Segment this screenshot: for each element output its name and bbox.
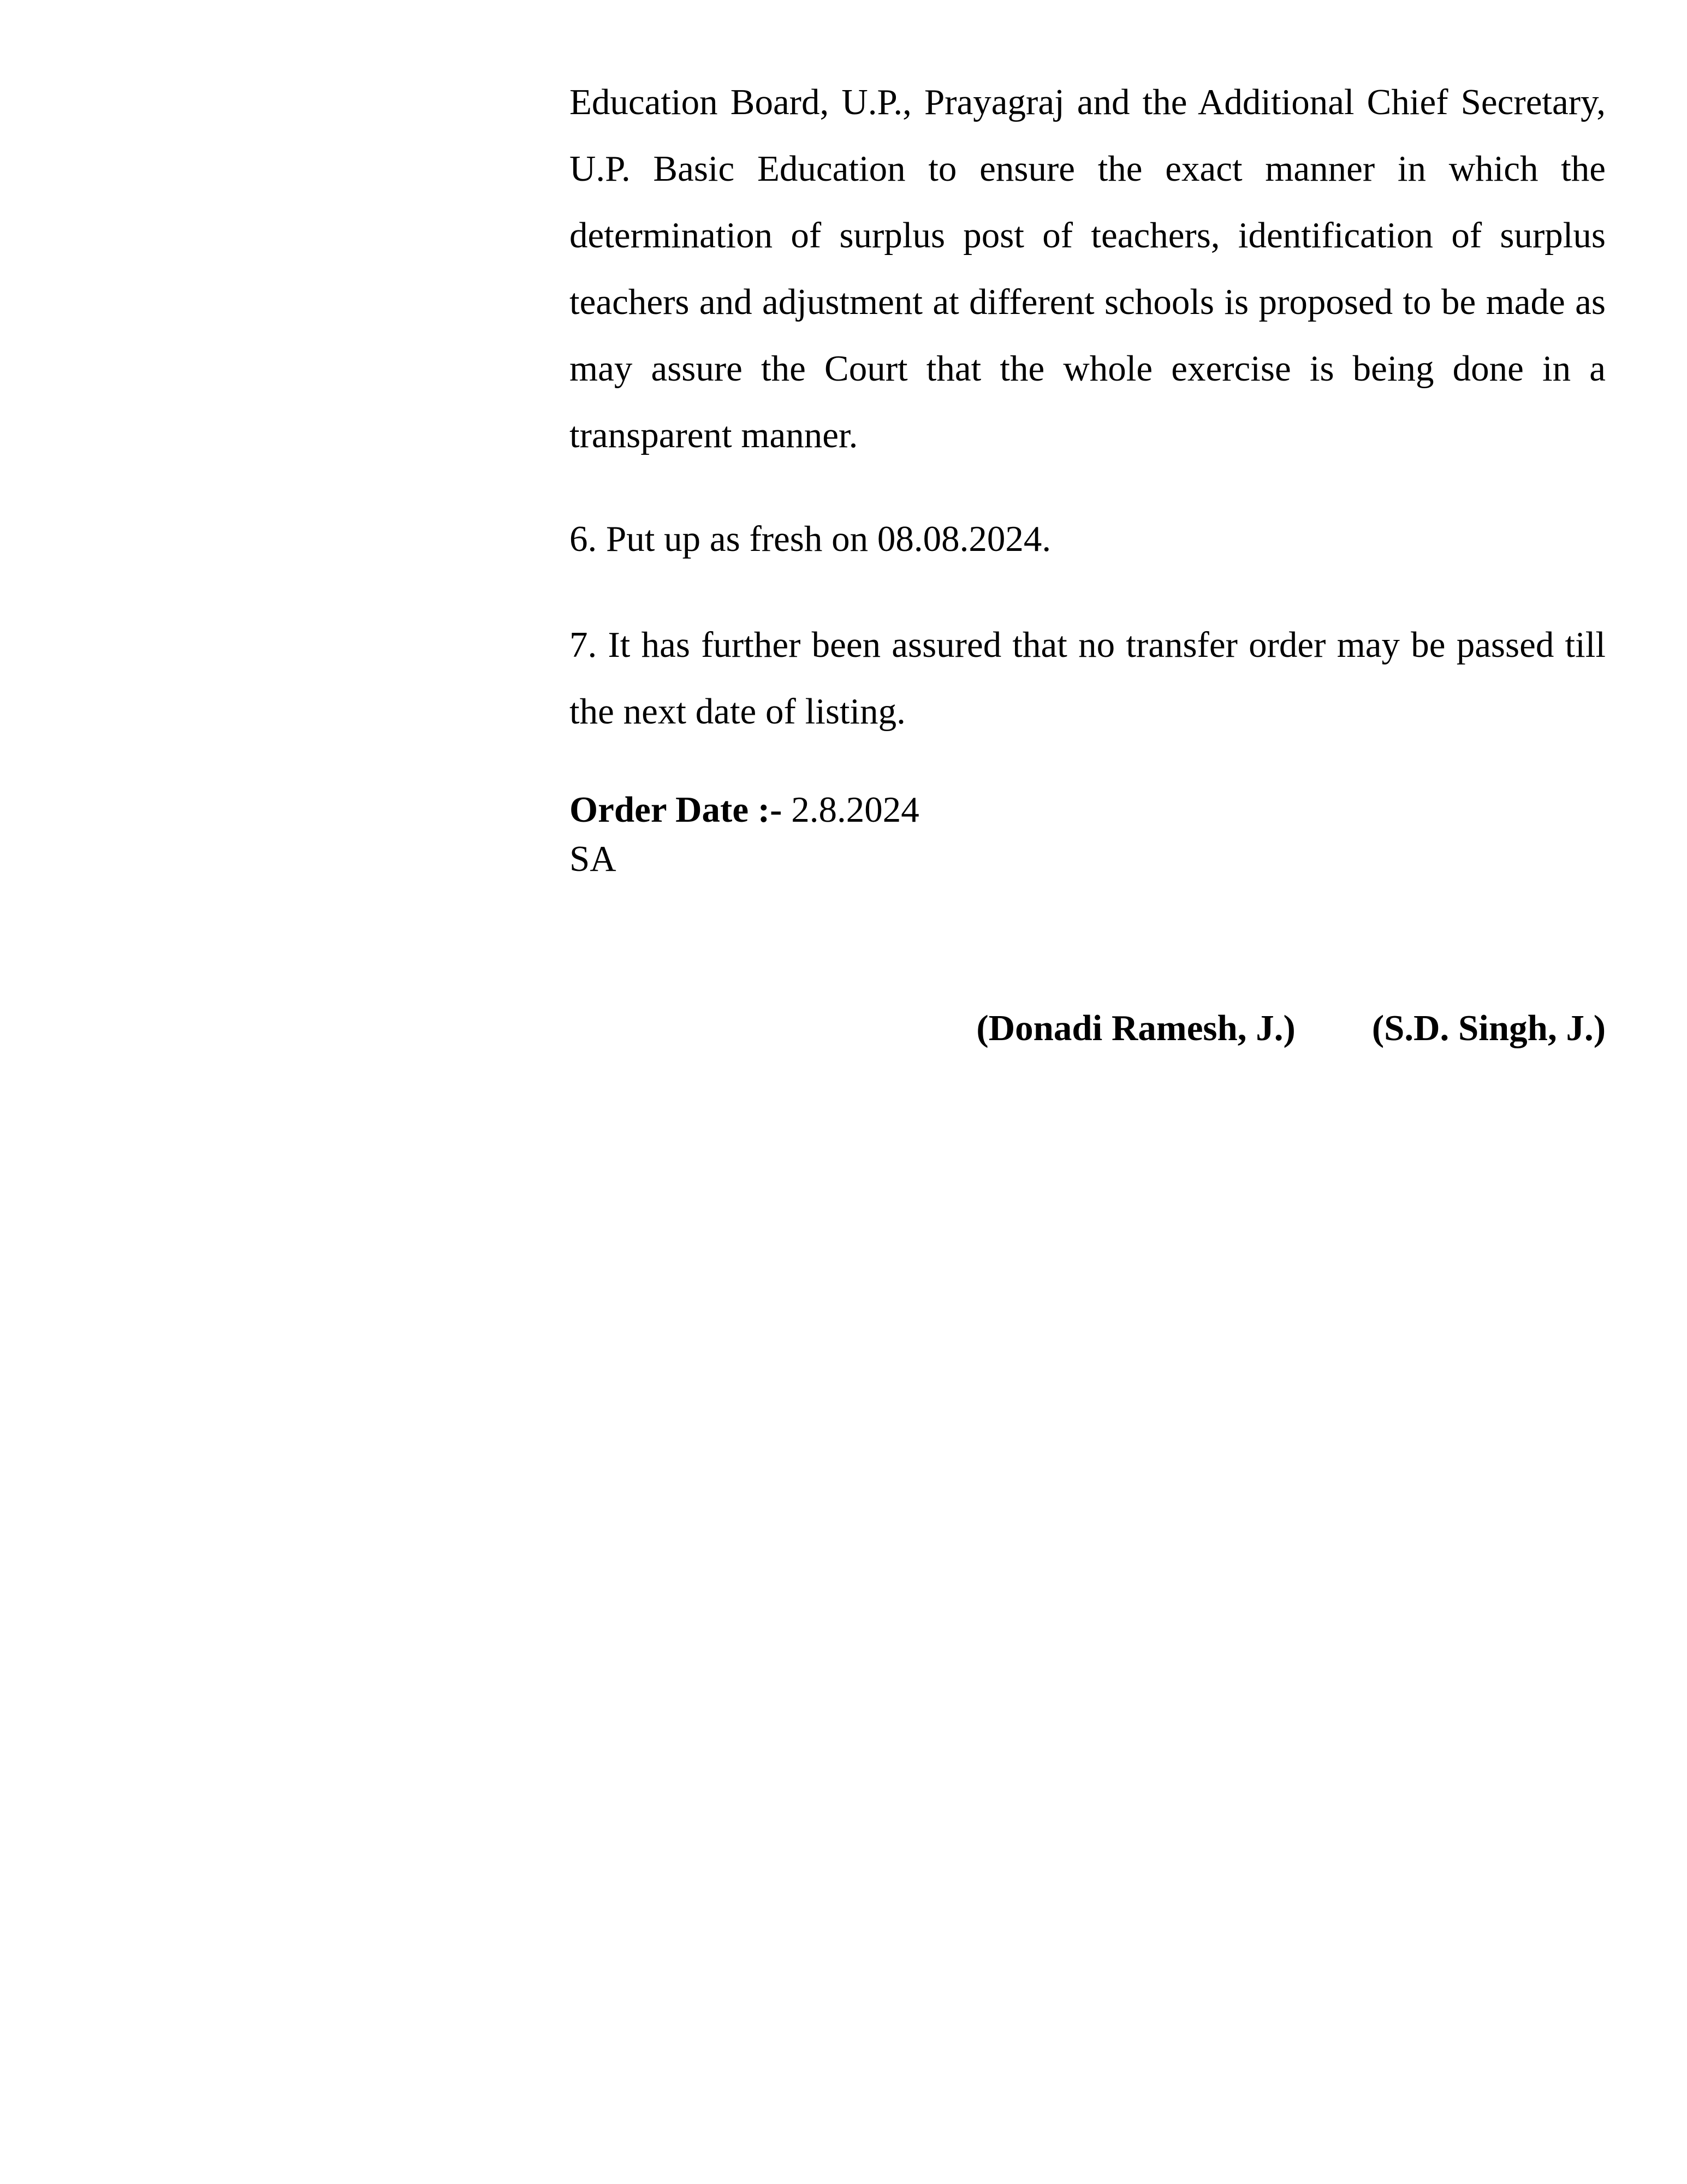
paragraph-7: 7. It has further been assured that no transfer order may be passed till the next date of listing. — [569, 625, 1606, 732]
initials: SA — [569, 839, 616, 879]
signature-judge-1: (Donadi Ramesh, J.) — [976, 1008, 1296, 1048]
signature-judge-2: (S.D. Singh, J.) — [1371, 1008, 1606, 1048]
order-date-value: 2.8.2024 — [791, 790, 919, 830]
paragraph-continued: Education Board, U.P., Prayagraj and the Additional Chief Secretary, U.P. Basic Education to ensure the exact manner in which the determination of surplus post of teachers, identification of surplus teachers and adjustment at different schools is proposed to be made as may assure the Court that the whole exercise is being done in a transparent manner. — [569, 82, 1606, 455]
signature-block — [569, 1004, 1606, 1053]
paragraph-6: 6. Put up as fresh on 08.08.2024. — [569, 519, 1052, 559]
order-date-line — [569, 786, 919, 833]
order-date-label: Order Date :- — [569, 790, 782, 830]
